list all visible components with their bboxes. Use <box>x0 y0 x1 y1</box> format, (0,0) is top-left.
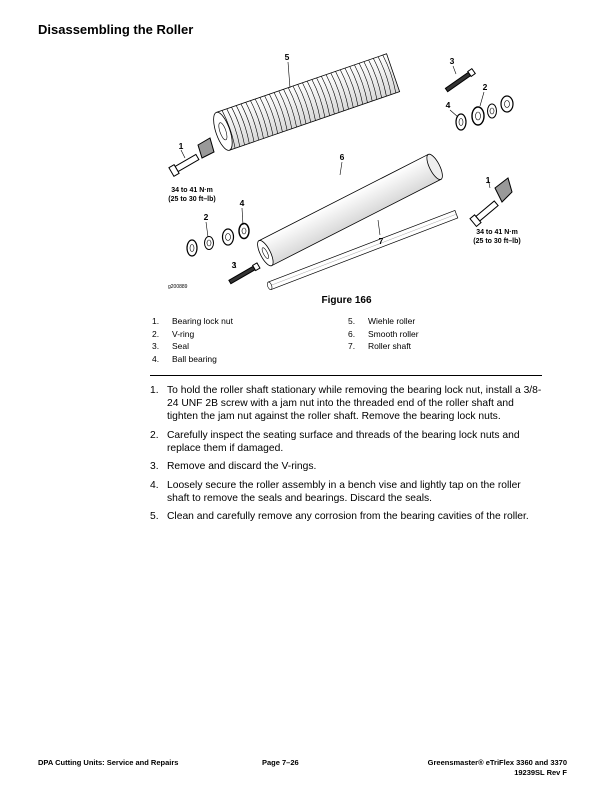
callout-4-right: 4 <box>445 100 451 110</box>
callout-1-left: 1 <box>178 141 184 151</box>
callout-5: 5 <box>284 52 290 62</box>
step-text: To hold the roller shaft stationary while removing the bearing lock nut, install a 3/8-24 UNF 2B screw with a jam nut into the threaded end of the roller shaft and tighten the jam nut against the roller shaft. Remove the bearing lock nuts. <box>167 385 542 422</box>
callout-1-right: 1 <box>485 175 491 185</box>
wiehle-roller <box>210 54 400 153</box>
callout-7: 7 <box>378 236 384 246</box>
torque-left-metric: 34 to 41 N·m <box>171 187 213 194</box>
legend-label: Bearing lock nut <box>172 316 233 326</box>
legend-item: 3. Seal <box>152 341 190 351</box>
step-text: Remove and discard the V-rings. <box>167 461 317 472</box>
step-item: 2. Carefully inspect the seating surface and threads of the bearing lock nuts and replace them if damaged. <box>150 429 545 455</box>
footer-doc-id: 19239SL Rev F <box>514 767 567 777</box>
callout-3-right: 3 <box>449 56 455 66</box>
legend-item: 2. V-ring <box>152 328 195 339</box>
torque-right-metric: 34 to 41 N·m <box>476 229 518 236</box>
step-item: 5. Clean and carefully remove any corrosion from the bearing cavities of the roller. <box>150 511 529 522</box>
step-text: Carefully inspect the seating surface and threads of the bearing lock nuts and replace them if damaged. <box>167 429 520 454</box>
footer-page-number: Page 7–26 <box>262 758 299 767</box>
step-item: 4. Loosely secure the roller assembly in a bench vise and lightly tap on the roller shaft to remove the seals and bearings. Discard the seals. <box>150 479 545 505</box>
step-text: Clean and carefully remove any corrosion from the bearing cavities of the roller. <box>167 511 529 522</box>
legend-right <box>348 315 419 353</box>
legend-item: 7. Roller shaft <box>348 341 411 351</box>
legend-label: Seal <box>172 341 190 351</box>
legend-left <box>152 315 233 365</box>
torque-left-imperial: (25 to 30 ft–lb) <box>168 196 216 203</box>
legend-label: Wiehle roller <box>368 316 416 326</box>
step-item: 1. To hold the roller shaft stationary while removing the bearing lock nut, install a 3/8-24 UNF 2B screw with a jam nut into the threaded end of the roller shaft and tighten the jam nut against the roller shaft. Remove the bearing lock nuts. <box>150 384 545 423</box>
footer-manual-info <box>428 758 567 777</box>
step-item: 3. Remove and discard the V-rings. <box>150 461 317 472</box>
section-title: Disassembling the Roller <box>38 22 194 37</box>
legend-item: 1. Bearing lock nut <box>152 316 233 326</box>
callout-3-left: 3 <box>231 260 237 270</box>
footer-section: DPA Cutting Units: Service and Repairs <box>38 758 179 767</box>
legend-label: Smooth roller <box>368 328 419 339</box>
right-bearing-parts <box>445 69 513 227</box>
footer-product: Greensmaster® eTriFlex 3360 and 3370 <box>427 758 567 767</box>
legend-label: Roller shaft <box>368 341 411 351</box>
legend-item: 6. Smooth roller <box>348 328 419 339</box>
procedure-steps <box>150 384 545 529</box>
roller-exploded-diagram <box>150 50 550 295</box>
callout-2-right: 2 <box>482 82 488 92</box>
torque-right-imperial: (25 to 30 ft–lb) <box>473 238 521 245</box>
callout-4-left: 4 <box>239 198 245 208</box>
divider <box>150 375 542 376</box>
legend-label: Ball bearing <box>172 353 217 364</box>
figure-caption: Figure 166 <box>321 295 372 306</box>
legend-label: V-ring <box>172 328 195 339</box>
legend-item: 4. Ball bearing <box>152 353 217 364</box>
callout-6: 6 <box>339 152 345 162</box>
legend-item: 5. Wiehle roller <box>348 316 416 326</box>
step-text: Loosely secure the roller assembly in a bench vise and lightly tap on the roller shaft to remove the seals and bearings. Discard the seals. <box>167 479 521 504</box>
figure-image-id: g200889 <box>168 284 188 290</box>
callout-2-left: 2 <box>203 212 209 222</box>
left-bearing-parts <box>169 138 260 285</box>
